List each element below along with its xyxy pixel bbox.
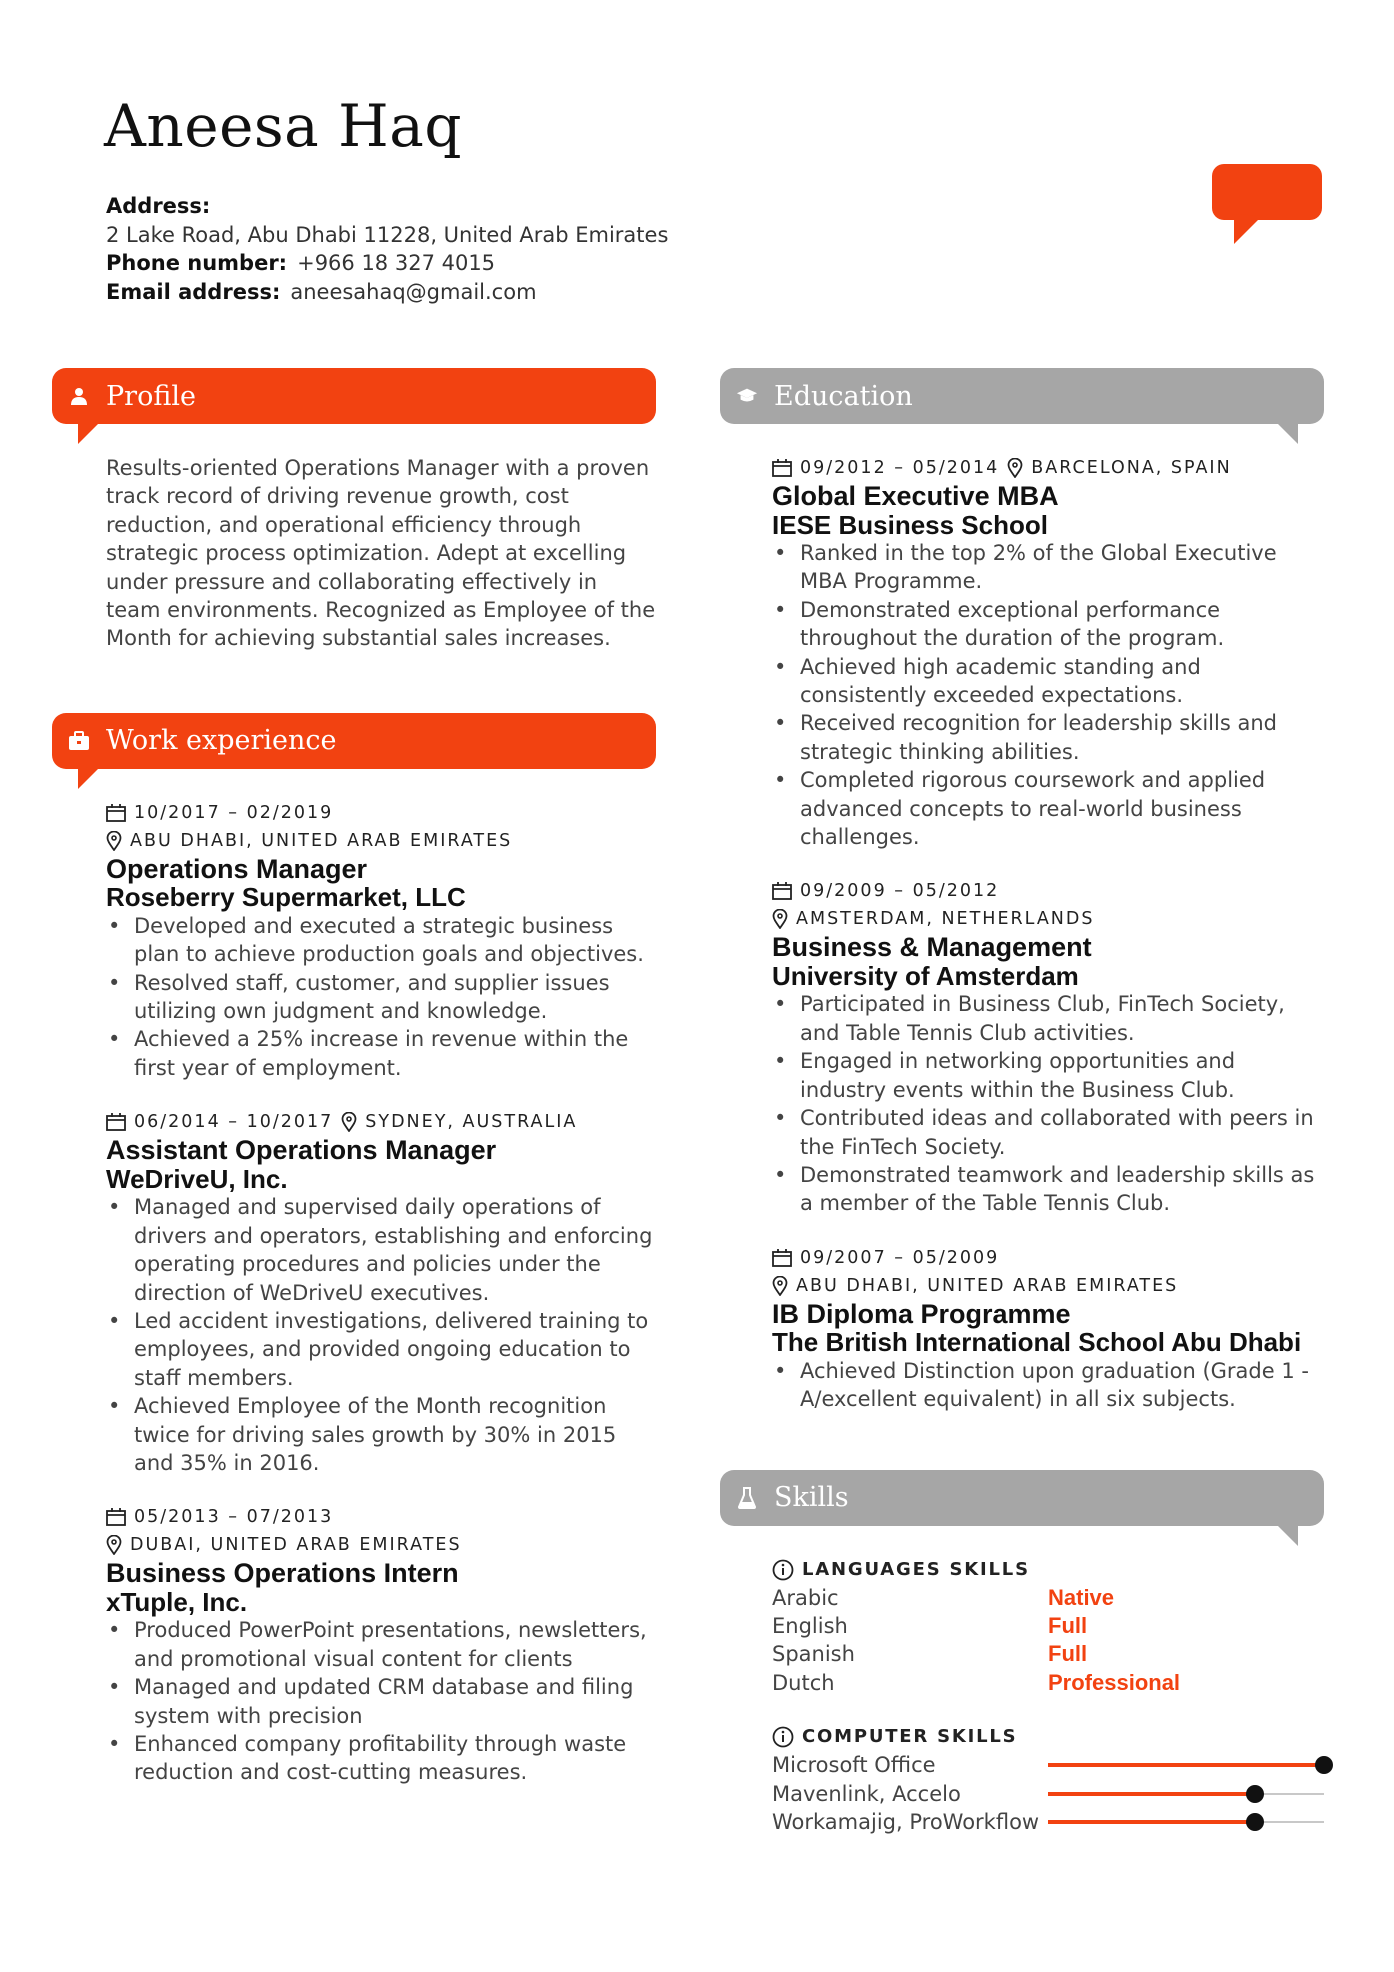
location-pin-icon — [106, 831, 122, 851]
job-title: Operations Manager — [106, 853, 368, 884]
entry-dates: 09/2012 – 05/2014 — [800, 458, 1000, 478]
entry-location: SYDNEY, AUSTRALIA — [365, 1112, 578, 1133]
list-item: • Produced PowerPoint presentations, newsletters, and promotional visual content for clients — [134, 1616, 656, 1673]
user-icon — [68, 385, 90, 407]
list-item: • Achieved Distinction upon graduation (Grade 1 - A/excellent equivalent) in all six subjects. — [800, 1357, 1324, 1414]
skill-bar-knob — [1246, 1813, 1264, 1831]
skill-level-bar — [1048, 1751, 1324, 1779]
education-entry — [772, 1244, 1324, 1414]
entry-location: AMSTERDAM, NETHERLANDS — [796, 909, 1095, 930]
entry-location: ABU DHABI, UNITED ARAB EMIRATES — [796, 1275, 1179, 1296]
education-section-header — [720, 368, 1324, 424]
location-pin-icon — [341, 1112, 357, 1132]
work-heading: Work experience — [106, 725, 337, 757]
info-icon — [772, 1559, 794, 1581]
list-item: • Received recognition for leadership skills and strategic thinking abilities. — [800, 709, 1324, 766]
entry-location: ABU DHABI, UNITED ARAB EMIRATES — [130, 830, 513, 851]
banner-tail — [78, 767, 100, 789]
language-row — [772, 1640, 1324, 1668]
language-row — [772, 1612, 1324, 1640]
list-item: • Managed and supervised daily operations of drivers and operators, establishing and enforcing operating procedures and policies under the direction of WeDriveU executives. — [134, 1193, 656, 1307]
language-name: Spanish — [772, 1642, 855, 1667]
list-item: • Contributed ideas and collaborated with peers in the FinTech Society. — [800, 1104, 1324, 1161]
work-entry — [106, 1503, 656, 1786]
address-label: Address: — [106, 194, 211, 218]
company-name: WeDriveU, Inc. — [106, 1163, 288, 1194]
list-item: • Participated in Business Club, FinTech Society, and Table Tennis Club activities. — [800, 990, 1324, 1047]
entry-dates: 09/2007 – 05/2009 — [800, 1247, 1000, 1268]
entry-location: BARCELONA, SPAIN — [1031, 458, 1232, 478]
entry-dates: 06/2014 – 10/2017 — [134, 1112, 334, 1133]
info-icon — [772, 1726, 794, 1748]
work-entry — [106, 799, 656, 1082]
language-name: Arabic — [772, 1585, 839, 1610]
contact-block — [106, 192, 668, 306]
email-value: aneesahaq@gmail.com — [290, 279, 537, 304]
location-pin-icon — [772, 1276, 788, 1296]
job-title: Business Operations Intern — [106, 1558, 459, 1589]
entry-meta — [772, 877, 1324, 933]
banner-tail — [1276, 422, 1298, 444]
address-value: 2 Lake Road, Abu Dhabi 11228, United Arab Emirates — [106, 222, 669, 247]
school-name: University of Amsterdam — [772, 960, 1079, 991]
bullet-list — [106, 1616, 656, 1786]
left-column — [52, 368, 656, 1787]
language-row — [772, 1669, 1324, 1697]
entry-meta — [106, 799, 656, 855]
entry-meta — [772, 1244, 1324, 1300]
computer-skill-row — [772, 1808, 1324, 1836]
computer-subheading — [772, 1723, 1324, 1751]
list-item: • Enhanced company profitability through waste reduction and cost-cutting measures. — [134, 1730, 656, 1787]
calendar-icon — [106, 1508, 126, 1526]
bullet-list — [106, 1193, 656, 1477]
entry-dates: 09/2009 – 05/2012 — [800, 881, 1000, 902]
company-name: xTuple, Inc. — [106, 1586, 248, 1617]
entry-meta — [106, 1108, 656, 1136]
school-name: The British International School Abu Dhabi — [772, 1327, 1302, 1358]
list-item: • Achieved high academic standing and consistently exceeded expectations. — [800, 653, 1324, 710]
bullet-list — [772, 539, 1324, 851]
profile-summary: Results-oriented Operations Manager with a proven track record of driving revenue growth, cost reduction, and operational efficiency through strategic process optimization. Adept at excelling under pressure and collaborating effectively in team environments. Recognized as Employee of the Month for achieving substantial sales increases. — [106, 456, 656, 651]
list-item: • Ranked in the top 2% of the Global Executive MBA Programme. — [800, 539, 1324, 596]
skill-bar-knob — [1246, 1785, 1264, 1803]
skill-bar-fill — [1048, 1792, 1255, 1796]
language-name: English — [772, 1613, 848, 1638]
list-item: • Resolved staff, customer, and supplier issues utilizing own judgment and knowledge. — [134, 969, 656, 1026]
degree-title: Business & Management — [772, 932, 1092, 963]
languages-subheading — [772, 1556, 1324, 1584]
computer-skill-name: Microsoft Office — [772, 1753, 936, 1778]
entry-dates: 10/2017 – 02/2019 — [134, 802, 334, 823]
list-item: • Completed rigorous coursework and applied advanced concepts to real-world business challenges. — [800, 766, 1324, 851]
calendar-icon — [772, 882, 792, 900]
language-row — [772, 1584, 1324, 1612]
email-label: Email address: — [106, 279, 281, 304]
profile-section-header — [52, 368, 656, 424]
profile-heading: Profile — [106, 380, 196, 412]
skill-level-bar — [1048, 1808, 1324, 1836]
entry-location: DUBAI, UNITED ARAB EMIRATES — [130, 1535, 462, 1556]
skill-level-bar — [1048, 1780, 1324, 1808]
calendar-icon — [106, 804, 126, 822]
calendar-icon — [772, 459, 792, 477]
computer-heading-text: COMPUTER SKILLS — [802, 1726, 1018, 1748]
language-name: Dutch — [772, 1670, 835, 1695]
education-entry — [772, 877, 1324, 1217]
company-name: Roseberry Supermarket, LLC — [106, 882, 466, 913]
education-heading: Education — [774, 380, 913, 412]
computer-skill-name: Workamajig, ProWorkflow — [772, 1809, 1040, 1834]
banner-tail — [78, 422, 100, 444]
list-item: • Led accident investigations, delivered training to employees, and provided ongoing education to staff members. — [134, 1307, 656, 1392]
work-entry — [106, 1108, 656, 1477]
skill-bar-fill — [1048, 1820, 1255, 1824]
language-level: Full — [1048, 1612, 1088, 1638]
skills-section-header — [720, 1470, 1324, 1526]
list-item: • Engaged in networking opportunities and industry events within the Business Club. — [800, 1047, 1324, 1104]
language-level: Professional — [1048, 1669, 1181, 1695]
list-item: • Managed and updated CRM database and filing system with precision — [134, 1673, 656, 1730]
list-item: • Achieved Employee of the Month recognition twice for driving sales growth by 30% in 2015 and 35% in 2016. — [134, 1392, 656, 1477]
bullet-list — [772, 990, 1324, 1217]
skill-bar-fill — [1048, 1763, 1324, 1767]
entry-meta — [772, 454, 1324, 482]
education-entry — [772, 454, 1324, 851]
location-pin-icon — [1007, 458, 1023, 478]
computer-skill-row — [772, 1780, 1324, 1808]
flask-icon — [736, 1487, 758, 1509]
language-level: Native — [1048, 1584, 1115, 1610]
speech-bubble-logo-icon — [1212, 164, 1322, 244]
degree-title: IB Diploma Programme — [772, 1298, 1071, 1329]
candidate-name: Aneesa Haq — [104, 92, 462, 160]
degree-title: Global Executive MBA — [772, 481, 1059, 511]
languages-heading-text: LANGUAGES SKILLS — [802, 1558, 1030, 1580]
work-section-header — [52, 713, 656, 769]
skill-bar-knob — [1315, 1756, 1333, 1774]
location-pin-icon — [772, 909, 788, 929]
computer-skill-name: Mavenlink, Accelo — [772, 1781, 961, 1806]
list-item: • Achieved a 25% increase in revenue within the first year of employment. — [134, 1025, 656, 1082]
entry-dates: 05/2013 – 07/2013 — [134, 1507, 334, 1528]
language-level: Full — [1048, 1641, 1088, 1667]
list-item: • Demonstrated teamwork and leadership skills as a member of the Table Tennis Club. — [800, 1161, 1324, 1218]
list-item: • Demonstrated exceptional performance throughout the duration of the program. — [800, 596, 1324, 653]
school-name: IESE Business School — [772, 509, 1048, 540]
phone-value: +966 18 327 4015 — [297, 251, 496, 275]
banner-tail — [1276, 1524, 1298, 1546]
list-item: • Developed and executed a strategic business plan to achieve production goals and objectives. — [134, 912, 656, 969]
job-title: Assistant Operations Manager — [106, 1135, 497, 1166]
skills-heading: Skills — [774, 1482, 849, 1514]
phone-label: Phone number: — [106, 251, 288, 275]
graduation-cap-icon — [736, 385, 758, 407]
bullet-list — [772, 1357, 1324, 1414]
calendar-icon — [106, 1113, 126, 1131]
bullet-list — [106, 912, 656, 1082]
calendar-icon — [772, 1249, 792, 1267]
location-pin-icon — [106, 1535, 122, 1555]
entry-meta — [106, 1503, 656, 1559]
right-column — [720, 368, 1324, 1836]
computer-skill-row — [772, 1751, 1324, 1779]
briefcase-icon — [68, 730, 90, 752]
